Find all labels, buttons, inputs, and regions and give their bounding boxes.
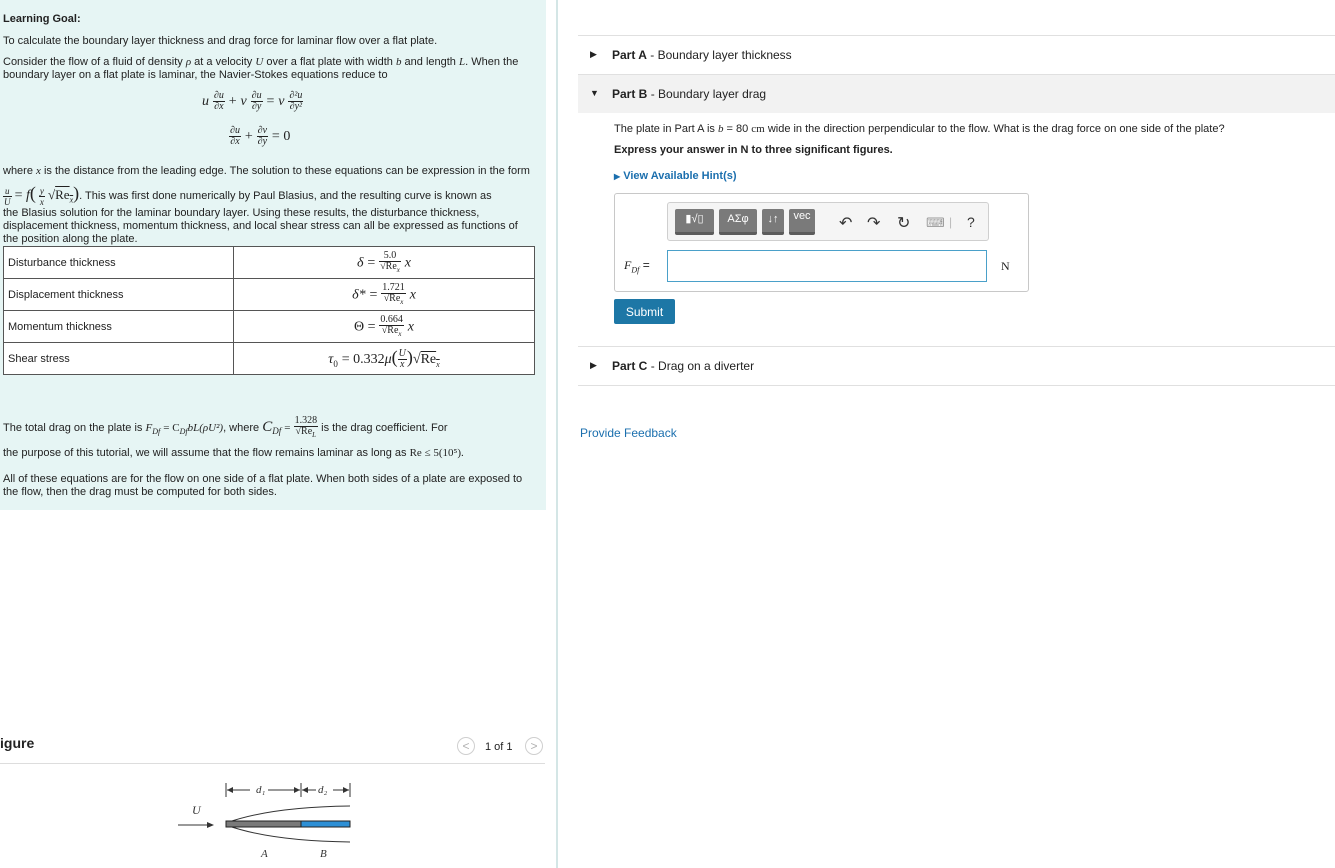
- boundary-layer-table: [3, 246, 535, 375]
- disturbance-formula: δ = $\frac{5.0}{√Re_x}$ x: [234, 247, 535, 279]
- table-row: [4, 279, 535, 311]
- help-icon[interactable]: ?: [967, 214, 975, 230]
- learning-goal-text: To calculate the boundary layer thickness and drag force for laminar flow over a flat plate.: [3, 35, 438, 47]
- expanded-triangle-icon: ▼: [590, 88, 599, 98]
- navier-stokes-eq-2: $\frac{\partial u}{\partial x}$ + $\frac{\partial v}{\partial y}$ = 0: [230, 125, 291, 147]
- total-drag-text: The total drag on the plate is $F_{Df} = C_{Df}bL(\rho U^2)$, where $C_{Df}$ = $\frac{1.328}{√Re_L}$ is the drag coefficient. For: [3, 415, 448, 440]
- table-row: [4, 247, 535, 279]
- problem-panel: [0, 0, 556, 868]
- flow-arrow-head: [207, 822, 214, 828]
- plate-section-b: [301, 821, 350, 827]
- answer-label: $F_{Df}$ =: [624, 258, 650, 275]
- divider: [578, 385, 1335, 386]
- part-c-header[interactable]: ▶ Part C - Drag on a diverter: [590, 359, 755, 373]
- displacement-formula: δ* = $\frac{1.721}{√Re_x}$ x: [234, 279, 535, 311]
- answer-instruction: Express your answer in N to three significant figures.: [614, 144, 893, 156]
- learning-goal-title: Learning Goal:: [3, 13, 81, 25]
- redo-icon[interactable]: ↷: [867, 215, 881, 232]
- d2-arrow-right: [343, 787, 349, 793]
- blasius-form: $\frac{u}{U}$ = f( $\frac{y}{x}$ $√Re_x$). This was first done numerically by Paul Blasius, and the resulting curve is known as: [4, 183, 492, 207]
- symbols-button[interactable]: ΑΣφ: [719, 209, 757, 235]
- consider-text: Consider the flow of a fluid of density ρ at a velocity U over a flat plate with width b and length L. When the boundary layer on a flat plate is laminar, the Navier-Stokes equations reduce to: [3, 56, 519, 81]
- row-label: Momentum thickness: [4, 311, 234, 343]
- d1-arrow-left: [227, 787, 233, 793]
- view-hints-link[interactable]: ▶ View Available Hint(s): [614, 170, 737, 182]
- part-a-header[interactable]: ▶ Part A - Boundary layer thickness: [590, 48, 792, 62]
- d1-arrow-right: [294, 787, 300, 793]
- plate-figure: [170, 775, 370, 868]
- next-figure-button[interactable]: >: [525, 737, 543, 755]
- d2-arrow-left: [302, 787, 308, 793]
- plate-section-a: [226, 821, 301, 827]
- answer-panel: [558, 0, 1335, 868]
- prev-figure-button[interactable]: <: [457, 737, 475, 755]
- blasius-text: the Blasius solution for the laminar boundary layer. Using these results, the disturbance thickness, displacement thickness, momentum thickness, and local shear stress can all be expressed as functions of the position along the plate.: [3, 207, 518, 245]
- subscript-superscript-button[interactable]: ↓↑: [762, 209, 784, 235]
- purpose-text: the purpose of this tutorial, we will assume that the flow remains laminar as long as Re ≤ 5(10⁵).: [3, 447, 464, 459]
- math-toolbar: [667, 202, 989, 241]
- d1-label: d₁: [256, 784, 266, 796]
- label-a: A: [261, 848, 268, 860]
- collapsed-triangle-icon: ▶: [590, 49, 597, 59]
- collapsed-triangle-icon: ▶: [590, 360, 597, 370]
- submit-button[interactable]: Submit: [614, 299, 675, 324]
- where-text: where x is the distance from the leading edge. The solution to these equations can be expression in the form: [3, 165, 530, 177]
- reset-icon[interactable]: ↻: [897, 215, 911, 232]
- shear-stress-formula: $\tau_0 = 0.332\mu$( $\frac{U}{x}$ )$√Re_x$: [234, 343, 535, 375]
- templates-button[interactable]: ▮√▯: [675, 209, 714, 235]
- row-label: Displacement thickness: [4, 279, 234, 311]
- part-b-question: The plate in Part A is b = 80 cm wide in the direction perpendicular to the flow. What is the drag force on one side of the plate?: [614, 123, 1225, 135]
- table-row: [4, 343, 535, 375]
- row-label: Shear stress: [4, 343, 234, 375]
- boundary-layer-lower: [226, 825, 350, 842]
- label-b: B: [320, 848, 327, 860]
- velocity-label: U: [192, 803, 201, 817]
- navier-stokes-eq-1: u $\frac{\partial u}{\partial x}$ + v $\frac{\partial u}{\partial y}$ = ν $\frac{\text{∂²u}}{\text{∂y²}}$: [202, 90, 303, 112]
- provide-feedback-link[interactable]: Provide Feedback: [580, 426, 677, 440]
- vector-button[interactable]: vec: [789, 209, 815, 235]
- toolbar-separator: |: [949, 215, 953, 229]
- both-sides-text: All of these equations are for the flow on one side of a flat plate. When both sides of a plate are exposed to the flow, then the drag must be computed for both sides.: [3, 473, 523, 498]
- expand-triangle-icon: ▶: [614, 172, 621, 181]
- undo-icon[interactable]: ↶: [839, 215, 853, 232]
- d2-label: d₂: [318, 784, 328, 796]
- boundary-layer-upper: [226, 806, 350, 823]
- answer-input[interactable]: [667, 250, 987, 282]
- figure-divider: [0, 763, 545, 764]
- learning-goal-box: [0, 0, 546, 510]
- answer-unit: N: [1001, 259, 1010, 273]
- figure-page-indicator: 1 of 1: [485, 741, 513, 753]
- momentum-formula: Θ = $\frac{0.664}{√Re_x}$ x: [234, 311, 535, 343]
- part-b-header[interactable]: ▼ Part B - Boundary layer drag: [578, 75, 1335, 113]
- table-row: [4, 311, 535, 343]
- answer-box: [614, 193, 1029, 292]
- figure-header: igure: [0, 735, 35, 751]
- row-label: Disturbance thickness: [4, 247, 234, 279]
- keyboard-icon[interactable]: ⌨: [926, 215, 945, 230]
